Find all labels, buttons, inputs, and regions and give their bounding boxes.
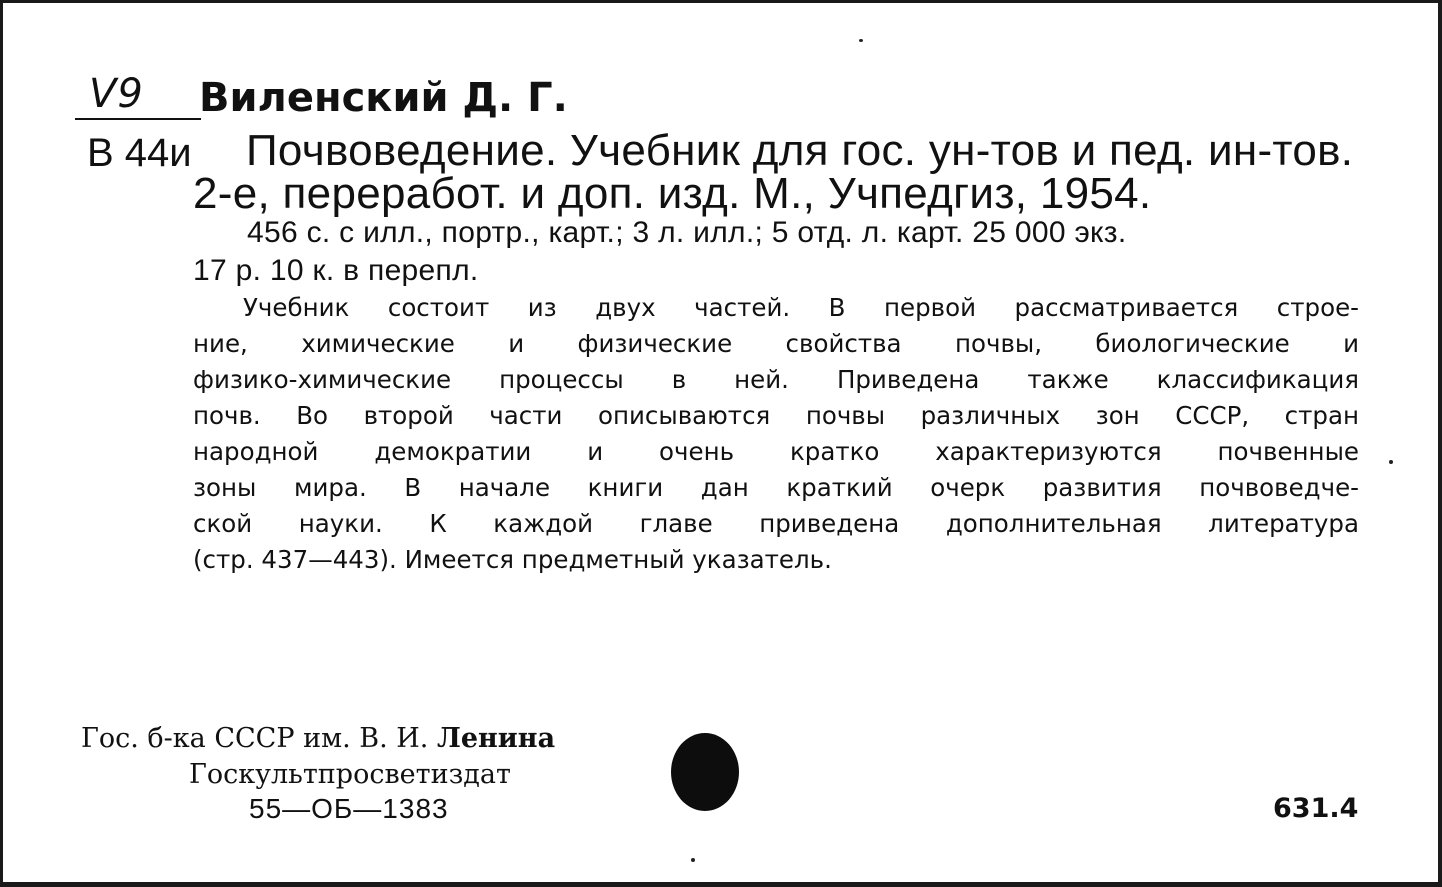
collation-line-2: 17 р. 10 к. в перепл. [193, 254, 479, 287]
scan-speck [1389, 460, 1393, 464]
scan-speck [691, 858, 695, 862]
index-underline [75, 118, 201, 120]
publisher-imprint: Госкультпросветиздат [189, 759, 511, 790]
scan-speck [859, 39, 863, 42]
abstract-line: физико-химические процессы в ней. Приведена также классификация [193, 365, 1359, 394]
title-line-1: Почвоведение. Учебник для гос. ун-тов и пед. ин-тов. [246, 126, 1354, 175]
abstract-line: народной демократии и очень кратко характеризуются почвенные [193, 437, 1359, 466]
udc-class-number: 631.4 [1273, 793, 1359, 824]
library-prefix: Гос. б-ка СССР им. В. И. [81, 723, 429, 754]
shelf-mark: В 44и [87, 131, 192, 175]
library-name: Ленина [436, 723, 556, 754]
handwritten-index-mark: V9 [89, 71, 144, 117]
abstract-line: Учебник состоит из двух частей. В первой рассматривается строе- [243, 293, 1359, 322]
abstract-line: ской науки. К каждой главе приведена дополнительная литература [193, 509, 1359, 538]
library-imprint [81, 723, 555, 754]
abstract-line: (стр. 437—443). Имеется предметный указатель. [193, 545, 832, 574]
collation-line-1: 456 с. с илл., портр., карт.; 3 л. илл.; 5 отд. л. карт. 25 000 экз. [247, 216, 1127, 249]
author-name: Виленский Д. Г. [199, 75, 568, 121]
card-number: 55—ОБ—1383 [249, 793, 449, 824]
abstract [193, 290, 1359, 578]
punch-hole [671, 733, 739, 811]
title-line-2: 2-е, переработ. и доп. изд. М., Учпедгиз, 1954. [193, 169, 1152, 218]
abstract-line: ние, химические и физические свойства почвы, биологические и [193, 329, 1359, 358]
abstract-line: зоны мира. В начале книги дан краткий очерк развития почвоведче- [193, 473, 1359, 502]
abstract-line: почв. Во второй части описываются почвы различных зон СССР, стран [193, 401, 1359, 430]
